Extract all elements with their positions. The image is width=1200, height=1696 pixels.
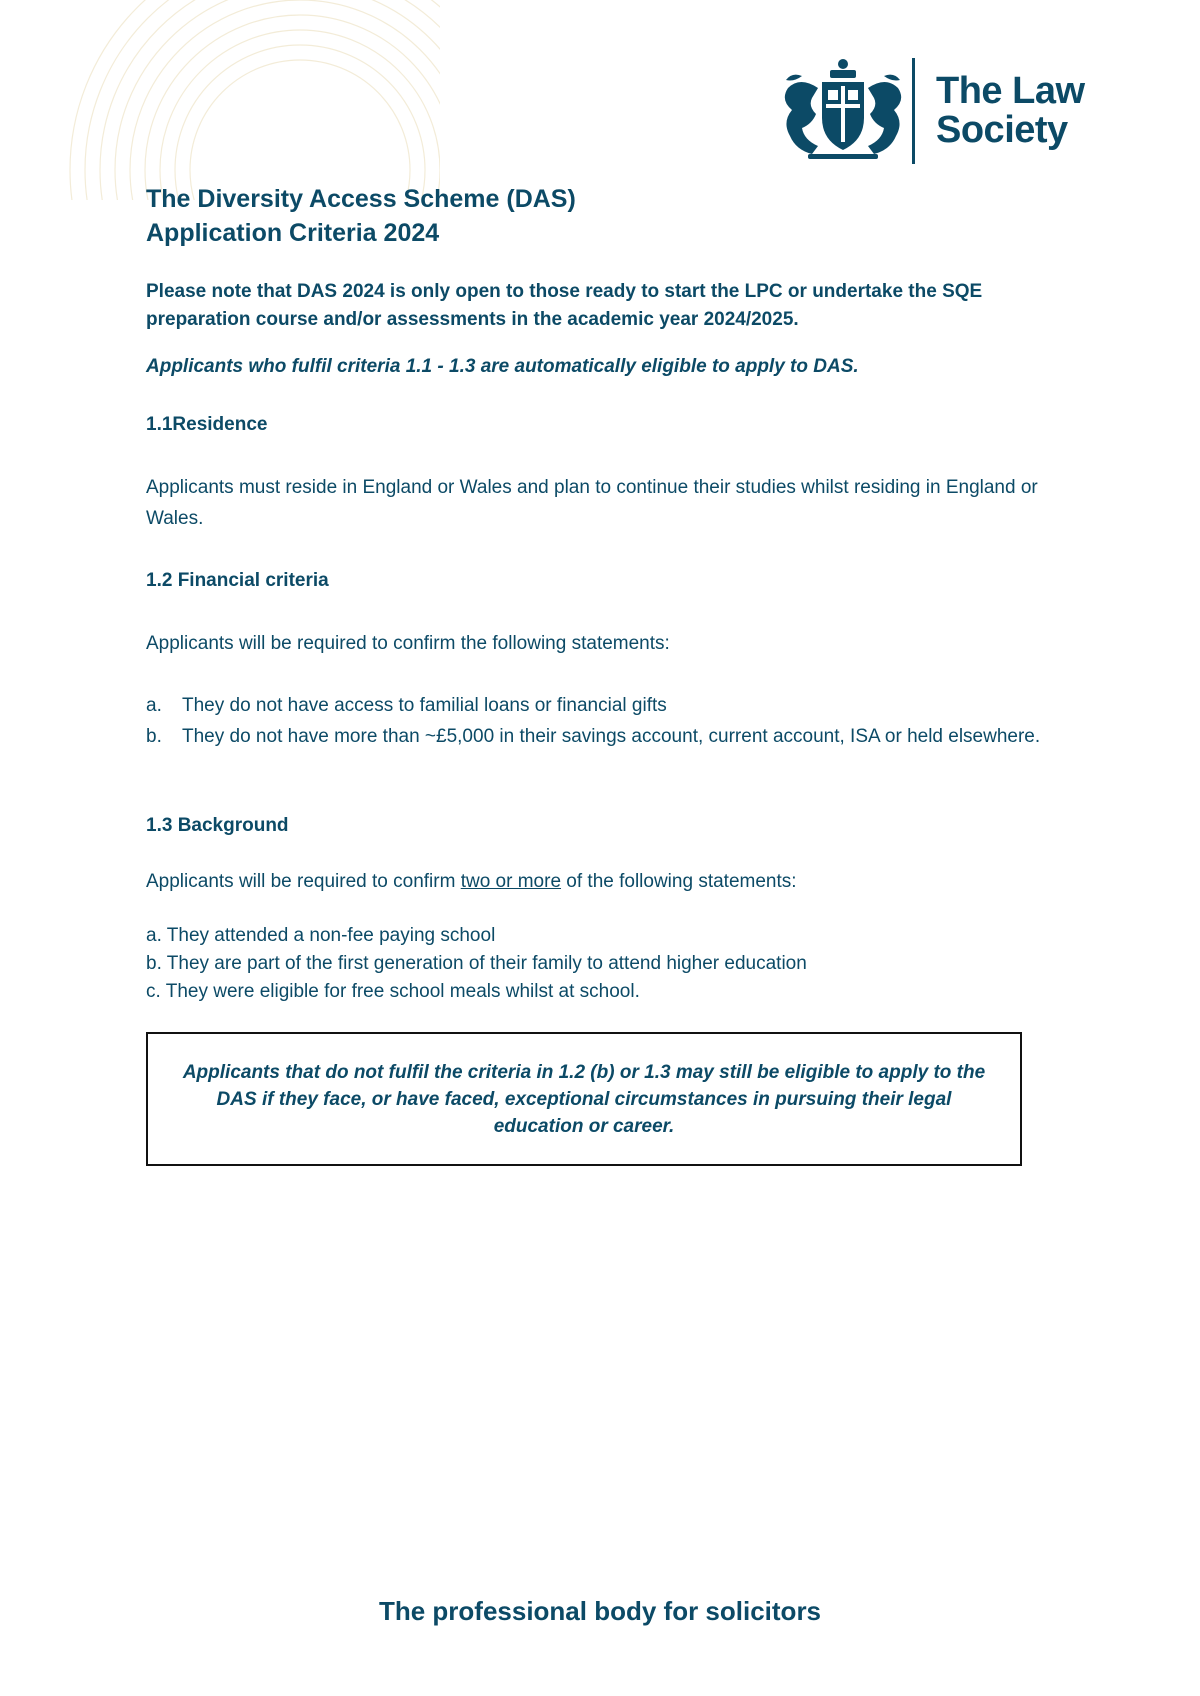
list-marker: a. [146,695,162,716]
section-heading-residence: 1.1Residence [146,414,268,435]
section-heading-background: 1.3 Background [146,815,289,836]
background-text [146,866,1046,897]
background-list [146,922,807,1006]
title-line-2: Application Criteria 2024 [146,219,440,247]
list-item: c. They were eligible for free school meals whilst at school. [146,981,640,1002]
exceptional-circumstances-box [146,1032,1022,1166]
title-line-1: The Diversity Access Scheme (DAS) [146,185,576,213]
list-item: b. They are part of the first generation of their family to attend higher education [146,953,807,974]
decorative-arcs [0,0,440,200]
background-text-start: Applicants will be required to confirm [146,871,461,892]
list-item [146,721,1086,752]
intro-statement: Applicants who fulfil criteria 1.1 - 1.3 are automatically eligible to apply to DAS. [146,356,859,377]
callout-text: Applicants that do not fulfil the criteria in 1.2 (b) or 1.3 may still be eligible to apply to the DAS if they face, or have faced, exceptional circumstances in pursuing their legal education or career. [182,1061,986,1137]
list-item [146,690,1086,721]
list-item-text: They do not have access to familial loans or financial gifts [182,695,667,716]
financial-text: Applicants will be required to confirm the following statements: [146,633,670,654]
page-title [146,182,576,250]
logo-text: The Law Society [936,70,1085,151]
footer-tagline: The professional body for solicitors [378,1596,822,1626]
eligibility-note: Please note that DAS 2024 is only open to those ready to start the LPC or undertake the SQE preparation course and/or assessments in the academic year 2024/2025. [146,281,983,330]
list-item-text: They do not have more than ~£5,000 in their savings account, current account, ISA or held elsewhere. [182,726,1041,747]
logo-divider [912,58,915,164]
list-marker: b. [146,726,162,747]
background-text-emphasis: two or more [460,871,562,892]
financial-list [146,690,1086,752]
law-society-logo [778,54,1108,166]
logo-wordmark [936,72,1096,150]
residence-text: Applicants must reside in England or Wales and plan to continue their studies whilst residing in England or Wales. [146,477,1038,529]
coat-of-arms-icon [778,54,908,166]
list-item: a. They attended a non-fee paying school [146,925,496,946]
section-heading-financial: 1.2 Financial criteria [146,570,329,591]
background-text-end: of the following statements: [561,871,797,892]
